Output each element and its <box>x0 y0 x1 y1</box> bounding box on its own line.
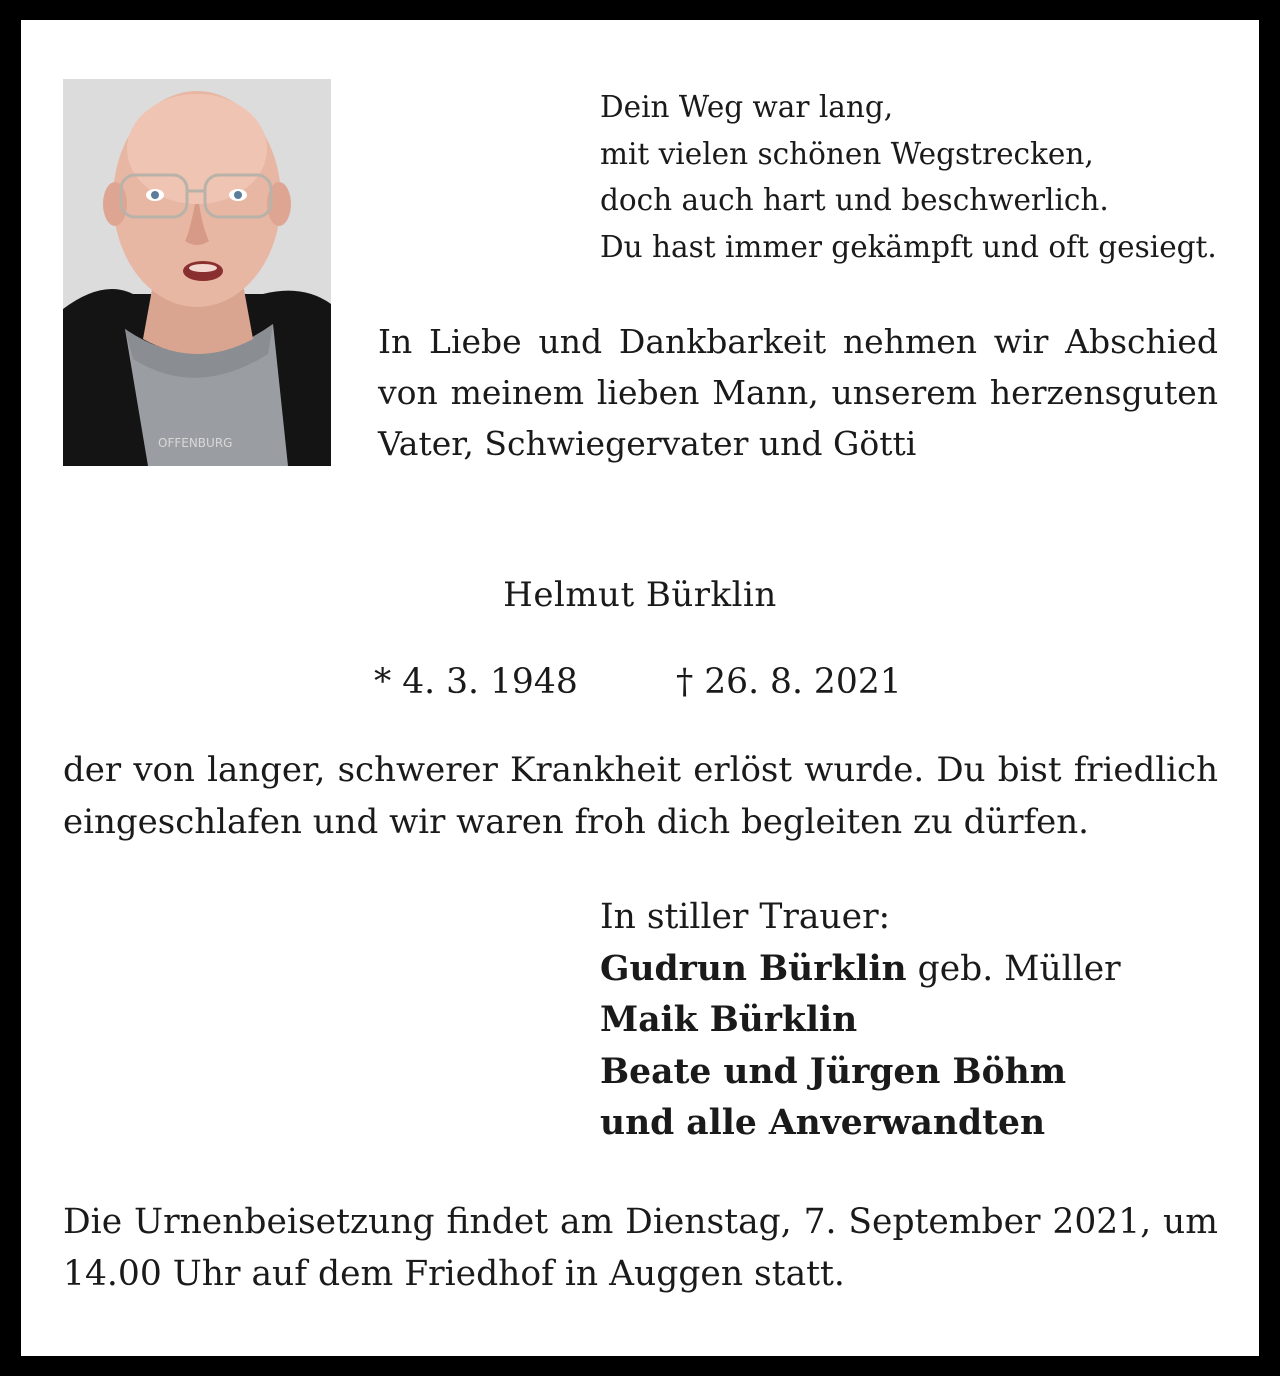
obituary-line: der von langer, schwerer Krankheit erlöst wurde. Du bist friedlich <box>63 750 1218 790</box>
mourner-entry <box>600 995 1121 1047</box>
mourner-name: Maik Bürklin <box>600 1000 858 1040</box>
mourners-list <box>600 892 1121 1150</box>
funeral-line: 14.00 Uhr auf dem Friedhof in Auggen statt. <box>63 1254 845 1294</box>
mourner-name: Gudrun Bürklin <box>600 948 907 989</box>
obituary-line: eingeschlafen und wir waren froh dich begleiten zu dürfen. <box>63 802 1089 842</box>
farewell-intro <box>378 316 1218 469</box>
obituary-text <box>63 744 1218 848</box>
death-date: † 26. 8. 2021 <box>676 662 902 702</box>
mourner-name: Beate und Jürgen Böhm <box>600 1051 1067 1092</box>
poem-line: mit vielen schönen Wegstrecken, <box>600 136 1094 171</box>
svg-text:OFFENBURG: OFFENBURG <box>158 436 233 450</box>
mourner-entry <box>600 1098 1121 1150</box>
poem-line: Du hast immer gekämpft und oft gesiegt. <box>600 229 1217 264</box>
intro-line: Vater, Schwiegervater und Götti <box>378 424 917 463</box>
intro-line: In Liebe und Dankbarkeit nehmen wir Abschied <box>378 322 1218 361</box>
poem-line: doch auch hart und beschwerlich. <box>600 183 1109 217</box>
intro-line: von meinem lieben Mann, unserem herzensguten <box>378 373 1218 412</box>
deceased-name: Helmut Bürklin <box>503 575 777 615</box>
mourner-name: und alle Anverwandten <box>600 1103 1046 1143</box>
mourners-heading: In stiller Trauer: <box>600 897 891 937</box>
mourner-entry <box>600 1047 1121 1099</box>
memorial-poem <box>600 84 1217 270</box>
mourner-maiden-name: geb. Müller <box>906 948 1121 989</box>
portrait-photo <box>63 79 331 466</box>
funeral-line: Die Urnenbeisetzung findet am Dienstag, 7. September 2021, um <box>63 1202 1218 1242</box>
birth-date: * 4. 3. 1948 <box>374 662 578 702</box>
mourner-entry <box>600 944 1121 996</box>
funeral-notice <box>63 1196 1218 1300</box>
poem-line: Dein Weg war lang, <box>600 90 894 124</box>
